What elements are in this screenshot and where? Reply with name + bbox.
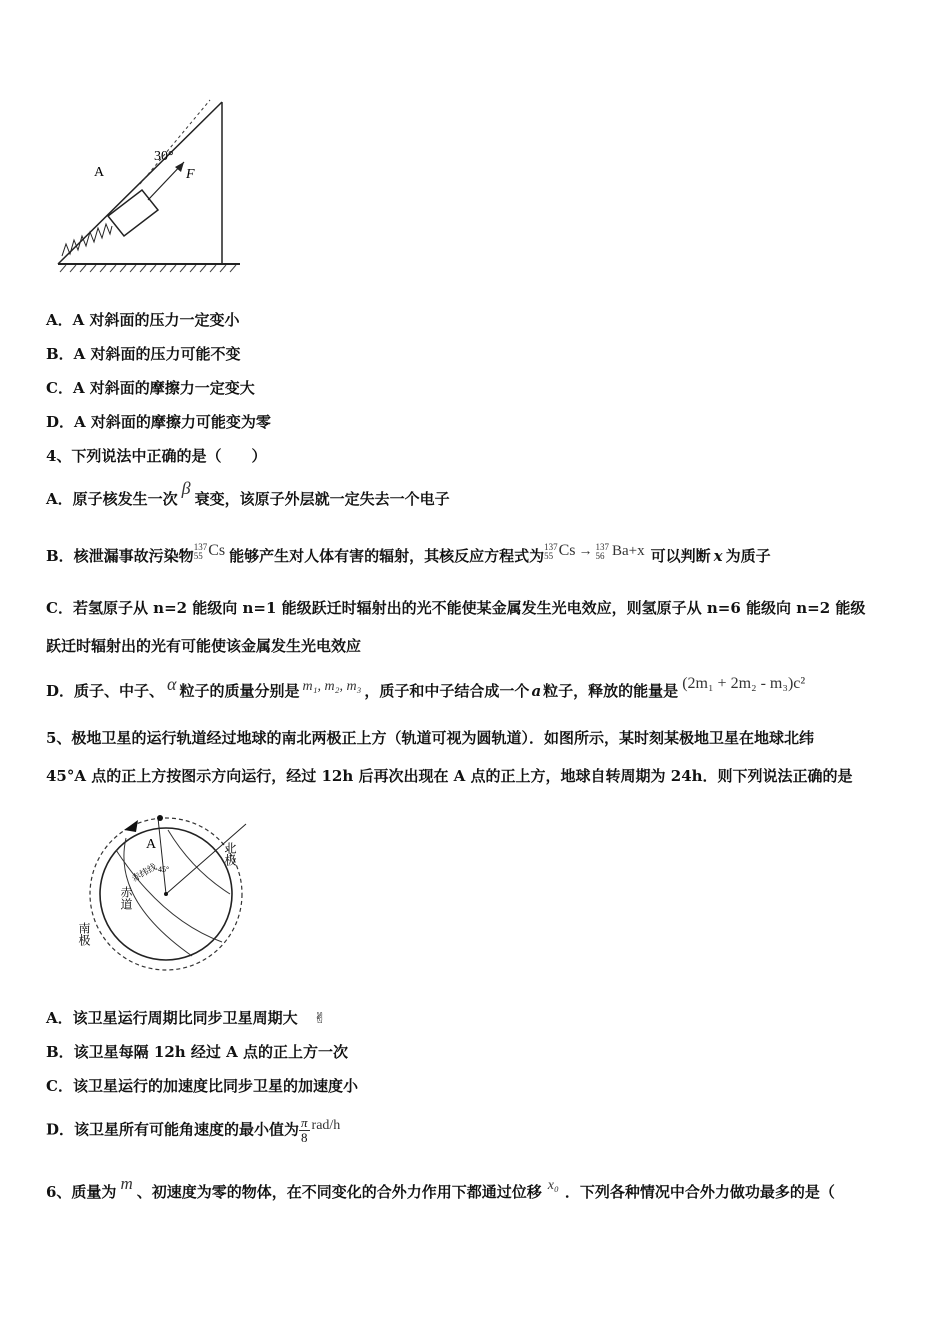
- q4-a-post: 衰变，该原子外层就一定失去一个电子: [194, 490, 450, 508]
- q4-option-a: [46, 478, 450, 509]
- q5-option-a: [46, 1008, 326, 1028]
- q3-option-a: A．A 对斜面的压力一定变小: [46, 311, 240, 329]
- north-pole-label: 北极: [223, 842, 237, 866]
- q5-option-d: [46, 1116, 340, 1145]
- q5-option-b: B．该卫星每隔 12h 经过 A 点的正上方一次: [46, 1043, 348, 1061]
- rad-per-hour-unit: rad/h: [311, 1117, 341, 1133]
- block-label: A: [94, 165, 105, 180]
- q4-b-post-1: 可以判断: [650, 547, 711, 565]
- q4-option-c-line2: 跃迁时辐射出的光有可能使该金属发生光电效应: [46, 637, 362, 655]
- victory-hand-icon: ✌: [313, 1009, 327, 1027]
- angle-label: 30°: [154, 149, 174, 164]
- point-a-label: A: [146, 837, 157, 852]
- q3-option-d: D．A 对斜面的摩擦力可能变为零: [46, 413, 271, 431]
- meridian-arc: [124, 838, 192, 956]
- x0-symbol: x₀: [547, 1178, 559, 1193]
- incline-figure: [44, 96, 256, 292]
- q4-b-mid: 能够产生对人体有害的辐射，其核反应方程式为: [229, 547, 545, 565]
- q4-option-b: [46, 541, 771, 568]
- energy-expression: (2m₁ + 2m₂ - m₃)c²: [682, 675, 806, 692]
- q6-pre: 6、质量为: [46, 1183, 117, 1201]
- q4-d-mid: 粒子的质量分别是: [179, 682, 300, 700]
- q4-d-mid3: 粒子，释放的能量是: [543, 682, 679, 700]
- q3-option-c: C．A 对斜面的摩擦力一定变大: [46, 379, 255, 397]
- alpha-symbol: α: [167, 674, 177, 694]
- q4-d-mid2: ，质子和中子结合成一个: [364, 682, 530, 700]
- q4-option-d: [46, 674, 806, 703]
- incline-slope: [58, 102, 222, 264]
- q6-post: ．下列各种情况中合外力做功最多的是（: [564, 1183, 835, 1201]
- direction-arrow-icon: [124, 820, 138, 832]
- beta-symbol: β: [181, 478, 191, 498]
- pi-over-8-fraction: $\frac{\pi}{8}$: [301, 1115, 308, 1145]
- radius-to-a: [158, 818, 166, 894]
- spring: [62, 224, 112, 256]
- cs-nuclide: 137 55 Cs: [193, 541, 226, 561]
- q4-option-c-line1: C．若氢原子从 n=2 能级向 n=1 能级跃迁时辐射出的光不能使某金属发生光电效应，则氢原子从 n=6 能级向 n=2 能级: [46, 599, 866, 617]
- q5-option-c: C．该卫星运行的加速度比同步卫星的加速度小: [46, 1077, 358, 1095]
- polar-satellite-figure: [72, 810, 262, 976]
- q5-stem-line1: 5、极地卫星的运行轨道经过地球的南北两极正上方（轨道可视为圆轨道）．如图所示，某时刻某极地卫星在地球北纬: [46, 729, 814, 747]
- q3-option-b: B．A 对斜面的压力可能不变: [46, 345, 241, 363]
- q4-d-pre: D．质子、中子、: [46, 682, 165, 700]
- q6-stem: [46, 1174, 835, 1204]
- q6-mid: 、初速度为零的物体，在不同变化的合外力作用下都通过位移: [136, 1183, 542, 1201]
- angle-45-label: 45°: [158, 865, 170, 874]
- m-symbol: m: [120, 1174, 133, 1193]
- q5-stem-line2: 45°A 点的正上方按图示方向运行，经过 12h 后再次出现在 A 点的正上方，地球自转周期为 24h．则下列说法正确的是: [46, 767, 853, 785]
- ground-hatching: [60, 265, 236, 272]
- satellite-dot: [157, 815, 163, 821]
- equator-label: 赤道: [119, 886, 133, 910]
- q5-a-text: A．该卫星运行周期比同步卫星周期大: [46, 1009, 298, 1027]
- q4-stem: 4、下列说法中正确的是（ ）: [46, 447, 267, 465]
- latitude-label: 赤纬线: [130, 862, 159, 885]
- earth-center-dot: [164, 892, 168, 896]
- q5-d-pre: D．该卫星所有可能角速度的最小值为: [46, 1120, 300, 1139]
- q4-b-pre: B．核泄漏事故污染物: [46, 547, 194, 565]
- x-symbol: x: [713, 547, 723, 565]
- south-pole-label: 南极: [77, 922, 91, 946]
- q4-a-pre: A．原子核发生一次: [46, 490, 178, 508]
- a-symbol: a: [531, 682, 542, 700]
- nuclear-equation: 137 55 Cs → 137 56 Ba+x: [544, 541, 645, 561]
- force-label: F: [186, 167, 195, 182]
- q4-b-post-2: 为质子: [725, 547, 771, 565]
- masses-expression: m₁, m₂, m₃: [302, 679, 362, 694]
